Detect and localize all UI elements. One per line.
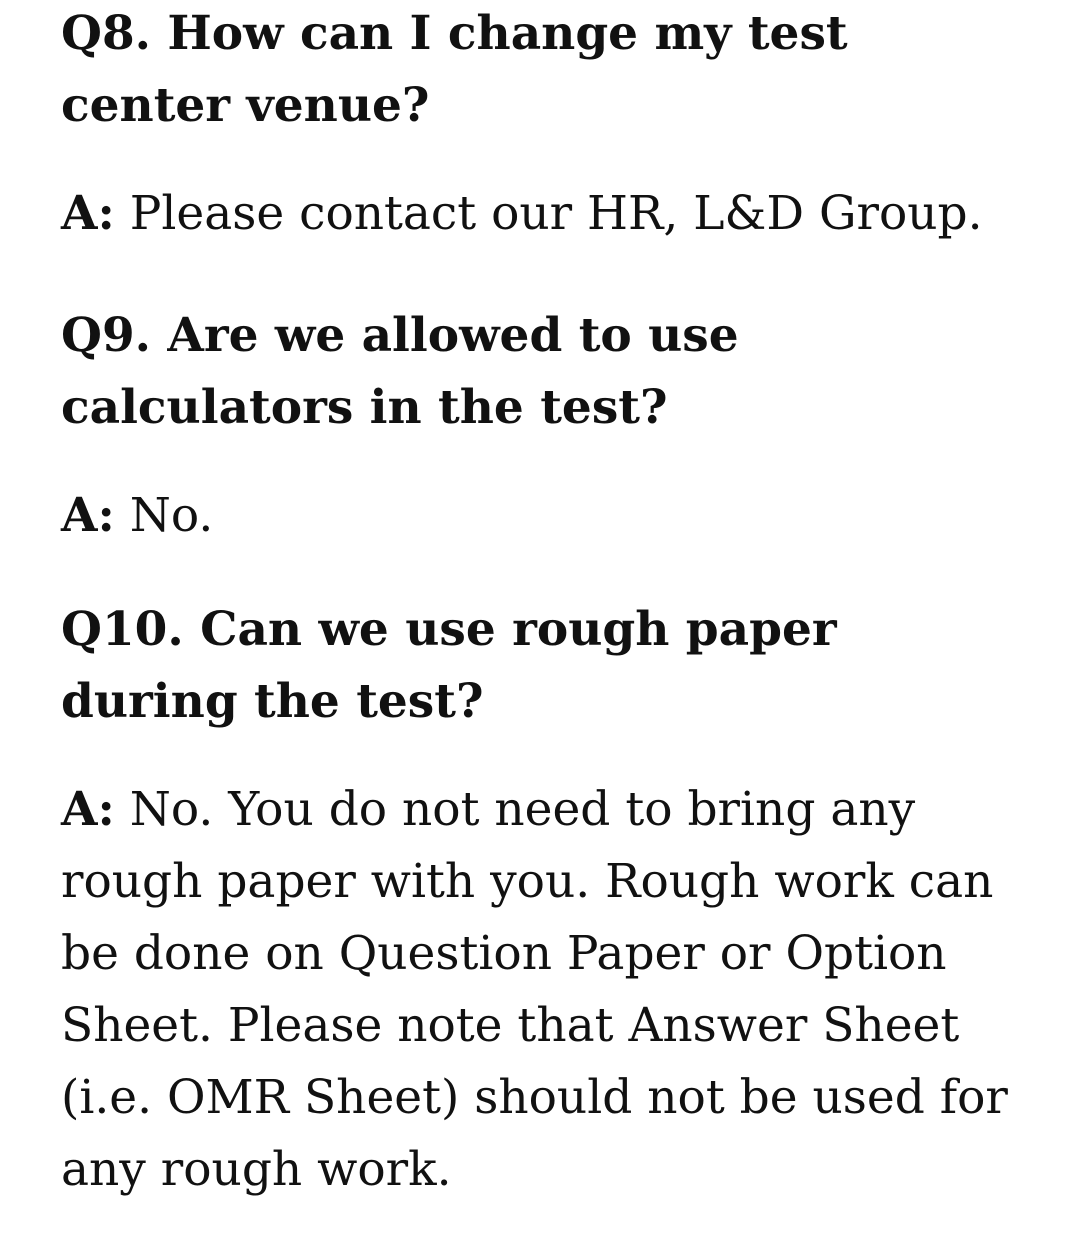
faq-answer — [61, 178, 1021, 250]
faq-question: Q10. Can we use rough paper during the test? — [61, 602, 837, 729]
faq-item — [61, 0, 1021, 250]
faq-question: Q9. Are we allowed to use calculators in the test? — [61, 308, 739, 435]
faq-content — [61, 0, 1021, 1206]
faq-item — [61, 300, 1021, 552]
answer-text: No. You do not need to bring any rough paper with you. Rough work can be done on Question Paper or Option Sheet. Please note that Answer Sheet (i.e. OMR Sheet) should not be used for any rough work. — [61, 782, 1008, 1197]
answer-prefix: A: — [61, 488, 115, 543]
faq-item — [61, 594, 1021, 1206]
answer-prefix: A: — [61, 186, 115, 241]
answer-text: No. — [114, 488, 214, 543]
faq-answer — [61, 774, 1021, 1206]
answer-prefix: A: — [61, 782, 115, 837]
answer-text: Please contact our HR, L&D Group. — [114, 186, 983, 241]
faq-answer — [61, 480, 1021, 552]
faq-question: Q8. How can I change my test center venue? — [61, 6, 848, 133]
